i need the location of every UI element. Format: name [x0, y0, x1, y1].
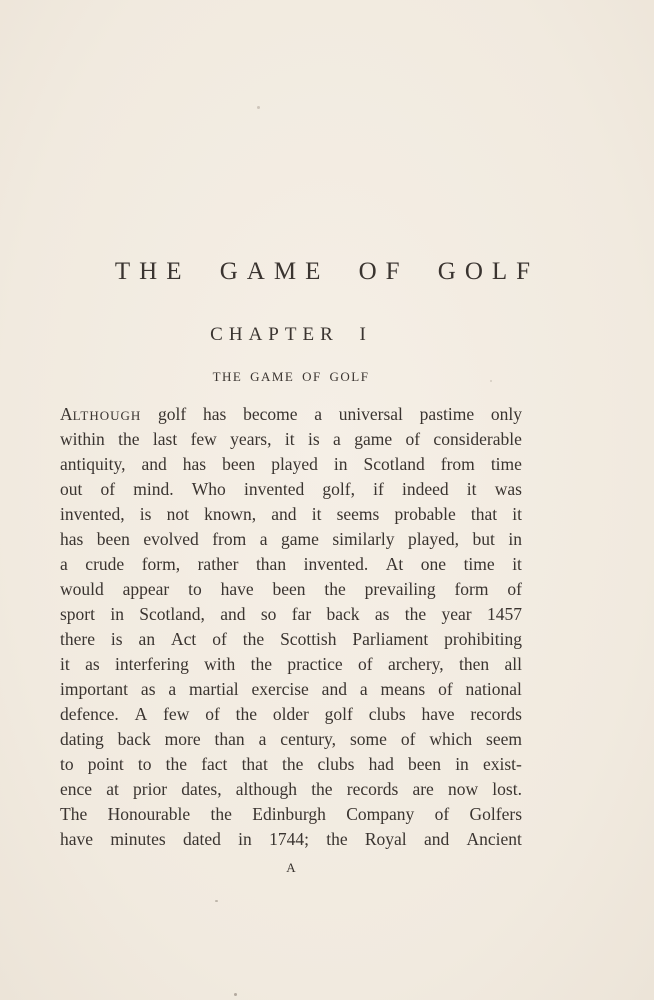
word: golf	[324, 704, 353, 724]
word: has	[60, 529, 84, 549]
word: clubs	[317, 754, 355, 774]
word: Golfers	[469, 804, 522, 824]
word: seem	[486, 729, 522, 749]
word: of	[434, 804, 450, 824]
word: the	[250, 654, 272, 674]
word: prevailing	[364, 579, 436, 599]
word: have	[60, 829, 94, 849]
word: are	[412, 779, 434, 799]
word: mind.	[133, 479, 174, 499]
word: out	[60, 479, 83, 499]
word: is	[139, 504, 152, 524]
word: all	[504, 654, 522, 674]
word: Royal	[364, 829, 407, 849]
word: a	[168, 679, 177, 699]
word: form	[454, 579, 489, 599]
word: to	[60, 754, 74, 774]
word: than	[214, 729, 245, 749]
word: was	[494, 479, 522, 499]
word: although	[235, 779, 298, 799]
word: had	[368, 754, 394, 774]
word: dates,	[181, 779, 222, 799]
word: and	[271, 504, 297, 524]
word: antiquity,	[60, 454, 126, 474]
text-line	[60, 427, 522, 452]
word: last	[152, 429, 178, 449]
word: the	[326, 829, 348, 849]
text-line	[60, 677, 522, 702]
text-line	[60, 802, 522, 827]
word: as	[85, 654, 100, 674]
word: dated	[183, 829, 221, 849]
word: considerable	[433, 429, 522, 449]
word: national	[465, 679, 522, 699]
word: as	[140, 679, 156, 699]
word: it	[311, 504, 322, 524]
text-line	[60, 652, 522, 677]
word: exercise	[251, 679, 309, 699]
word: which	[429, 729, 473, 749]
text-line	[60, 502, 522, 527]
text-line	[60, 452, 522, 477]
word: fact	[201, 754, 228, 774]
paper-speck	[215, 900, 218, 902]
word: means	[380, 679, 426, 699]
text-line	[60, 727, 522, 752]
word: now	[447, 779, 479, 799]
word: of	[400, 729, 416, 749]
word: Parliament	[352, 629, 429, 649]
text-line	[60, 527, 522, 552]
word: more	[164, 729, 201, 749]
word: a	[359, 679, 368, 699]
text-line	[60, 702, 522, 727]
word: defence.	[60, 704, 119, 724]
word: point	[87, 754, 124, 774]
word: played,	[408, 529, 460, 549]
word: crude	[85, 554, 125, 574]
word: played	[271, 454, 318, 474]
word: has	[182, 454, 207, 474]
word: years,	[230, 429, 272, 449]
word: been	[96, 529, 130, 549]
word: than	[255, 554, 287, 574]
word: important	[60, 679, 129, 699]
word: then	[458, 654, 490, 674]
word: probable	[394, 504, 456, 524]
word: few	[190, 429, 217, 449]
word: been	[272, 579, 306, 599]
word: Scotland	[363, 454, 425, 474]
word: records	[470, 704, 522, 724]
word: of	[405, 429, 421, 449]
word: have	[220, 579, 254, 599]
book-title: THE GAME OF GOLF	[114, 258, 540, 285]
word: is	[307, 429, 320, 449]
text-line	[60, 827, 522, 852]
word: game	[280, 529, 319, 549]
word: the	[210, 804, 232, 824]
word: it	[284, 429, 295, 449]
word: year	[441, 604, 472, 624]
word: rather	[197, 554, 239, 574]
word: seems	[336, 504, 380, 524]
text-line	[60, 777, 522, 802]
word: in	[333, 454, 348, 474]
word: Act	[171, 629, 197, 649]
word: Company	[346, 804, 415, 824]
word: only	[490, 404, 522, 424]
word: clubs	[368, 704, 406, 724]
word: invented.	[303, 554, 369, 574]
word: there	[60, 629, 95, 649]
text-line	[60, 477, 522, 502]
word: pastime	[419, 404, 475, 424]
word: some	[349, 729, 387, 749]
word: 1457	[486, 604, 522, 624]
word: it	[512, 554, 522, 574]
word: game	[354, 429, 393, 449]
word: been	[222, 454, 256, 474]
text-line	[60, 402, 522, 427]
word: in	[110, 604, 124, 624]
word: have	[421, 704, 455, 724]
word: and	[423, 829, 450, 849]
word: the	[324, 579, 346, 599]
word: golf,	[322, 479, 355, 499]
word: an	[138, 629, 156, 649]
word: sport	[60, 604, 95, 624]
word: back	[117, 729, 151, 749]
word: form,	[141, 554, 181, 574]
text-line	[60, 752, 522, 777]
word: A	[134, 704, 148, 724]
word: ence	[60, 779, 93, 799]
word: within	[60, 429, 105, 449]
word: invented	[243, 479, 305, 499]
word: one	[420, 554, 447, 574]
word: older	[272, 704, 309, 724]
word: At	[385, 554, 404, 574]
word: interfering	[114, 654, 189, 674]
word: records	[346, 779, 399, 799]
word: a	[314, 404, 323, 424]
word: the	[242, 629, 265, 649]
chapter-title: THE GAME OF GOLF	[212, 369, 370, 384]
word: century,	[280, 729, 337, 749]
chapter-heading: CHAPTER I	[210, 324, 372, 345]
text-line	[60, 627, 522, 652]
word: a	[60, 554, 68, 574]
word: lost.	[492, 779, 522, 799]
word: to	[188, 579, 202, 599]
word: golf	[158, 404, 187, 424]
word: known,	[204, 504, 257, 524]
word: few	[163, 704, 190, 724]
word: it	[466, 479, 477, 499]
word: the	[281, 754, 304, 774]
word: dating	[60, 729, 104, 749]
word: of	[438, 679, 453, 699]
word: the	[165, 754, 188, 774]
word: but	[472, 529, 495, 549]
word: that	[241, 754, 268, 774]
word: not	[166, 504, 189, 524]
word: 1744;	[269, 829, 309, 849]
word: if	[373, 479, 384, 499]
word: been	[408, 754, 442, 774]
word: the	[118, 429, 140, 449]
word: archery,	[387, 654, 444, 674]
word: Scotland,	[139, 604, 205, 624]
paper-speck	[234, 993, 237, 996]
word: indeed	[401, 479, 449, 499]
word: minutes	[110, 829, 166, 849]
word: and	[220, 604, 246, 624]
text-line	[60, 577, 522, 602]
word: Honourable	[107, 804, 191, 824]
text-line	[60, 602, 522, 627]
word: prohibiting	[444, 629, 522, 649]
word: so	[260, 604, 277, 624]
word: ALTHOUGH	[60, 404, 142, 424]
word: a	[258, 729, 267, 749]
word: with	[204, 654, 236, 674]
word: appear	[122, 579, 170, 599]
word: of	[507, 579, 522, 599]
word: would	[60, 579, 104, 599]
word: in	[508, 529, 522, 549]
word: Edinburgh	[252, 804, 326, 824]
word: a	[333, 429, 341, 449]
word: that	[470, 504, 498, 524]
word: the	[235, 704, 257, 724]
word: it	[512, 504, 522, 524]
word: prior	[133, 779, 168, 799]
word: from	[440, 454, 475, 474]
word: of	[205, 704, 220, 724]
word: and	[141, 454, 167, 474]
word: exist-	[482, 754, 522, 774]
word: The	[60, 804, 88, 824]
word: in	[455, 754, 469, 774]
word: the	[404, 604, 427, 624]
word: of	[358, 654, 373, 674]
word: Ancient	[466, 829, 522, 849]
word: as	[374, 604, 390, 624]
word: of	[100, 479, 116, 499]
word: is	[110, 629, 123, 649]
word: it	[60, 654, 70, 674]
word: universal	[338, 404, 403, 424]
paper-speck	[257, 106, 260, 109]
word: far	[291, 604, 312, 624]
word: has	[202, 404, 227, 424]
paper-speck	[490, 380, 492, 382]
word: Who	[191, 479, 226, 499]
word: martial	[189, 679, 239, 699]
word: Scottish	[280, 629, 337, 649]
word: time	[490, 454, 522, 474]
word: in	[238, 829, 252, 849]
word: to	[137, 754, 152, 774]
word: a	[259, 529, 268, 549]
word: become	[243, 404, 298, 424]
word: back	[326, 604, 360, 624]
word: of	[212, 629, 227, 649]
word: invented,	[60, 504, 125, 524]
word: time	[463, 554, 495, 574]
word: similarly	[332, 529, 395, 549]
body-paragraph	[60, 402, 522, 852]
word: the	[311, 779, 333, 799]
word: practice	[287, 654, 343, 674]
word: evolved	[143, 529, 199, 549]
word: from	[212, 529, 247, 549]
text-line	[60, 552, 522, 577]
signature-mark: A	[286, 860, 296, 875]
word: and	[321, 679, 347, 699]
word: at	[106, 779, 119, 799]
